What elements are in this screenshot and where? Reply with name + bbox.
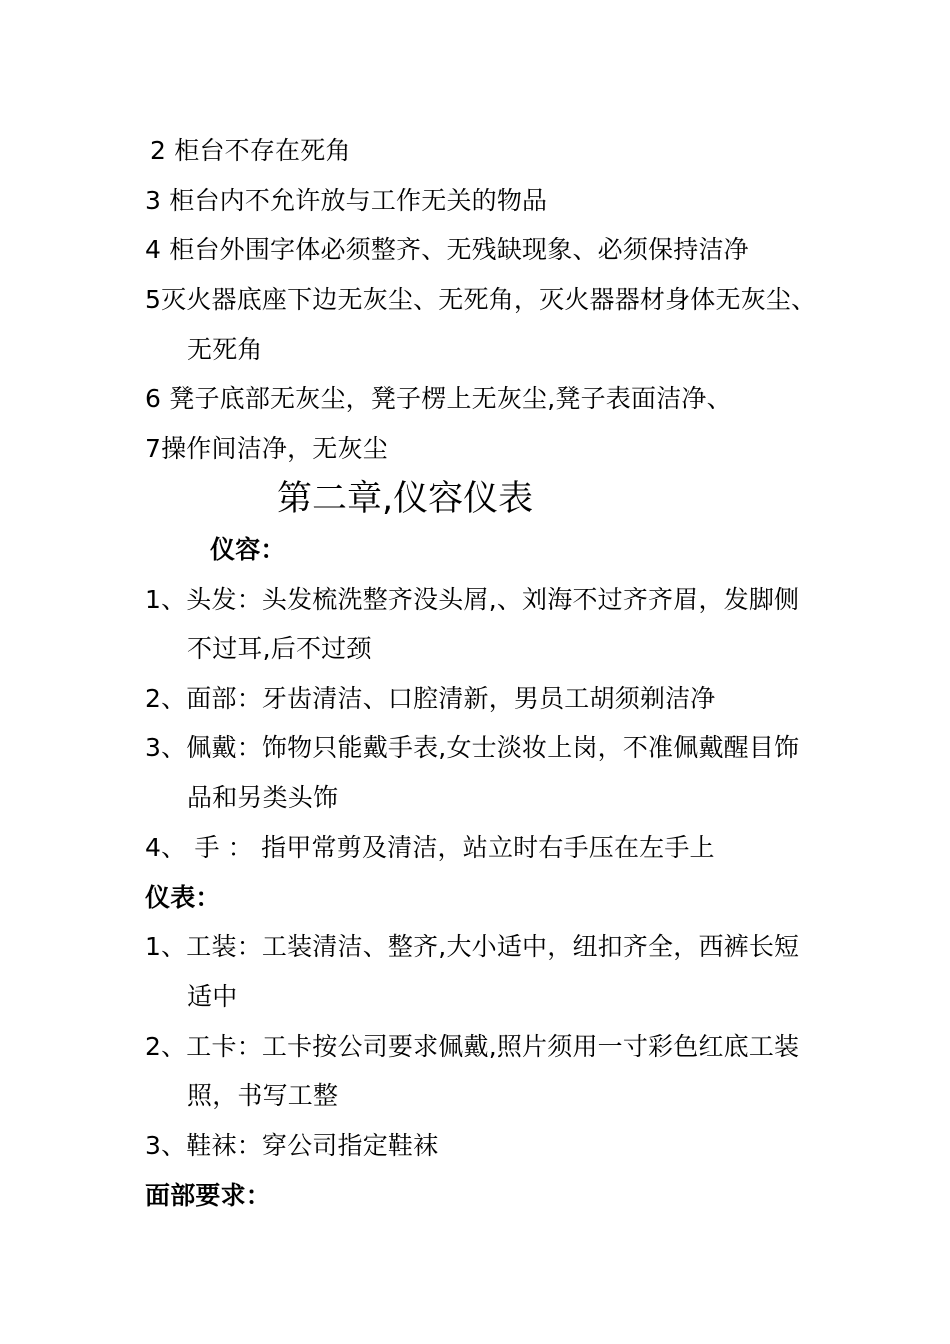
text-line: 5灭火器底座下边无灰尘、无死角，灭火器器材身体无灰尘、 xyxy=(145,285,817,314)
text-line: 6 凳子底部无灰尘，凳子楞上无灰尘,凳子表面洁净、 xyxy=(145,384,732,413)
text-line: 2 柜台不存在死角 xyxy=(150,136,351,165)
list-item-continuation: 不过耳,后不过颈 xyxy=(187,634,372,663)
section-heading-appearance: 仪容： xyxy=(210,535,286,564)
list-item-continuation: 照，书写工整 xyxy=(187,1081,339,1110)
list-item-continuation: 品和另类头饰 xyxy=(187,783,339,812)
list-item: 3、鞋袜：穿公司指定鞋袜 xyxy=(145,1131,439,1160)
list-item: 4、 手 ： 指甲常剪及清洁，站立时右手压在左手上 xyxy=(145,833,715,862)
list-item: 1、头发：头发梳洗整齐没头屑,、刘海不过齐齐眉，发脚侧 xyxy=(145,585,800,614)
list-item: 3、佩戴：饰物只能戴手表,女士淡妆上岗，不准佩戴醒目饰 xyxy=(145,733,800,762)
list-item: 2、工卡：工卡按公司要求佩戴,照片须用一寸彩色红底工装 xyxy=(145,1032,800,1061)
text-line: 7操作间洁净，无灰尘 xyxy=(145,434,388,463)
text-line: 4 柜台外围字体必须整齐、无残缺现象、必须保持洁净 xyxy=(145,235,749,264)
section-heading-attire: 仪表： xyxy=(145,883,221,912)
section-heading-face: 面部要求： xyxy=(145,1181,272,1210)
list-item: 2、面部：牙齿清洁、口腔清新，男员工胡须剃洁净 xyxy=(145,684,716,713)
text-line-continuation: 无死角 xyxy=(187,335,263,364)
list-item: 1、工装：工装清洁、整齐,大小适中，纽扣齐全，西裤长短 xyxy=(145,932,800,961)
chapter-title: 第二章,仪容仪表 xyxy=(277,479,534,519)
text-line: 3 柜台内不允许放与工作无关的物品 xyxy=(145,186,548,215)
list-item-continuation: 适中 xyxy=(187,982,238,1011)
